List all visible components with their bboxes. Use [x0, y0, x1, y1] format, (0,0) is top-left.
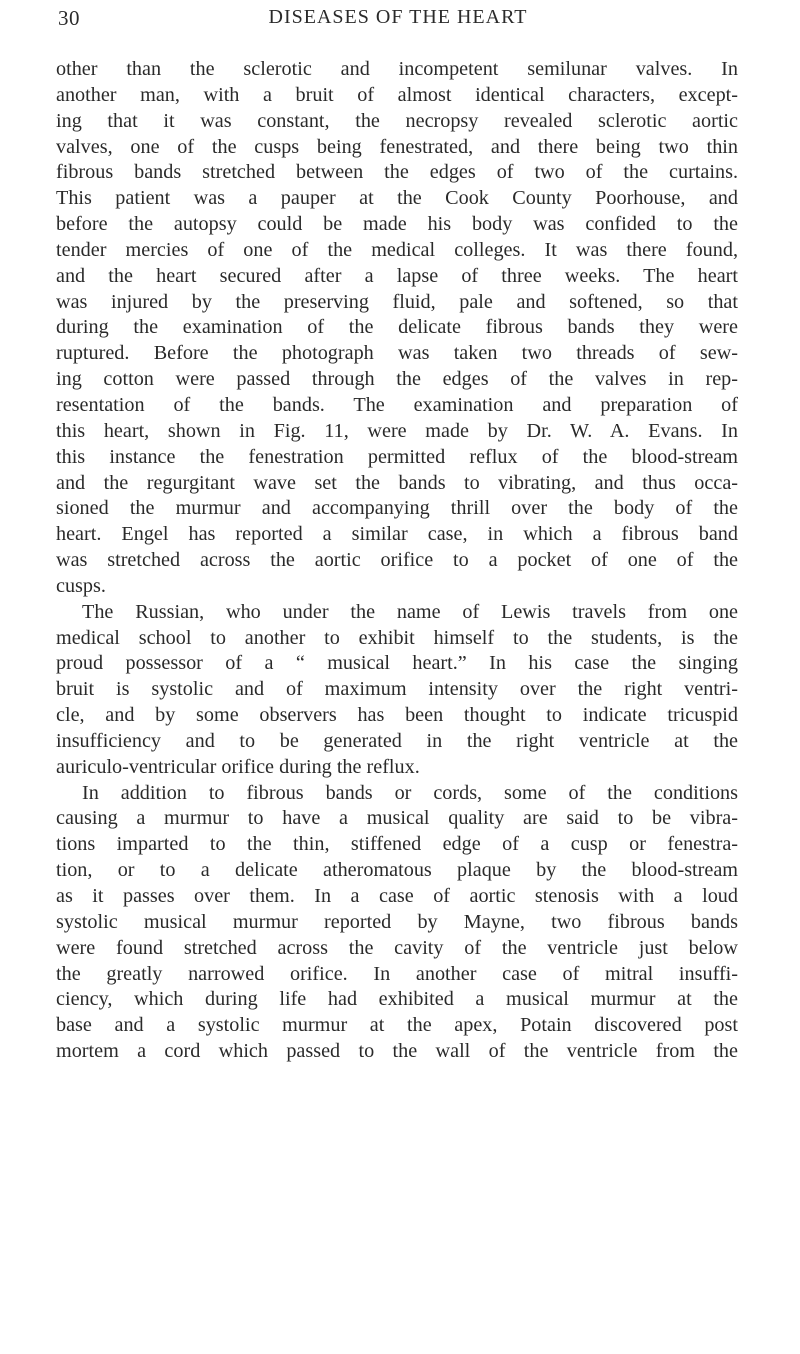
- text-line: proud possessor of a “ musical heart.” In his case the singing: [56, 652, 738, 675]
- text-line: and the heart secured after a lapse of three weeks. The heart: [56, 264, 738, 287]
- text-line: valves, one of the cusps being fenestrated, and there being two thin: [56, 135, 738, 158]
- text-line: this heart, shown in Fig. 11, were made by Dr. W. A. Evans. In: [56, 419, 738, 442]
- text-line: auriculo-ventricular orifice during the reflux.: [56, 755, 420, 778]
- text-line: cle, and by some observers has been thought to indicate tricuspid: [56, 704, 738, 727]
- text-line: ciency, which during life had exhibited a musical murmur at the: [56, 988, 738, 1011]
- text-line: In addition to fibrous bands or cords, some of the conditions: [82, 781, 738, 804]
- text-line: bruit is systolic and of maximum intensity over the right ventri-: [56, 678, 738, 701]
- text-line: the greatly narrowed orifice. In another case of mitral insuffi-: [56, 962, 738, 985]
- text-line: ruptured. Before the photograph was taken two threads of sew-: [56, 342, 738, 365]
- text-line: tion, or to a delicate atheromatous plaque by the blood-stream: [56, 859, 738, 882]
- page-header: [58, 4, 738, 36]
- text-line: The Russian, who under the name of Lewis travels from one: [82, 600, 738, 623]
- text-line: This patient was a pauper at the Cook County Poorhouse, and: [56, 187, 738, 210]
- text-line: systolic musical murmur reported by Mayne, two fibrous bands: [56, 910, 738, 933]
- text-line: heart. Engel has reported a similar case, in which a fibrous band: [56, 523, 738, 546]
- text-line: was stretched across the aortic orifice to a pocket of one of the: [56, 549, 738, 572]
- text-line: insufficiency and to be generated in the right ventricle at the: [56, 729, 738, 752]
- text-line: ing that it was constant, the necropsy revealed sclerotic aortic: [56, 109, 738, 132]
- text-line: causing a murmur to have a musical quality are said to be vibra-: [56, 807, 738, 830]
- text-line: mortem a cord which passed to the wall of the ventricle from the: [56, 1040, 738, 1063]
- body-text: [56, 57, 738, 1065]
- text-line: cusps.: [56, 574, 106, 597]
- running-head: DISEASES OF THE HEART: [268, 6, 528, 28]
- text-line: as it passes over them. In a case of aortic stenosis with a loud: [56, 885, 738, 907]
- text-line: during the examination of the delicate fibrous bands they were: [56, 316, 738, 339]
- text-line: were found stretched across the cavity of the ventricle just below: [56, 936, 738, 959]
- text-line: resentation of the bands. The examination and preparation of: [56, 393, 738, 416]
- text-line: ing cotton were passed through the edges of the valves in rep-: [56, 368, 738, 391]
- text-line: and the regurgitant wave set the bands to vibrating, and thus occa-: [56, 471, 738, 494]
- text-line: sioned the murmur and accompanying thrill over the body of the: [56, 497, 738, 520]
- text-line: was injured by the preserving fluid, pale and softened, so that: [56, 290, 738, 313]
- text-line: tions imparted to the thin, stiffened edge of a cusp or fenestra-: [56, 833, 738, 856]
- text-line: this instance the fenestration permitted reflux of the blood-stream: [56, 445, 738, 468]
- text-line: tender mercies of one of the medical colleges. It was there found,: [56, 238, 738, 261]
- text-line: base and a systolic murmur at the apex, Potain discovered post: [56, 1014, 738, 1037]
- text-line: fibrous bands stretched between the edges of two of the curtains.: [56, 161, 738, 184]
- text-line: medical school to another to exhibit himself to the students, is the: [56, 626, 738, 649]
- text-line: another man, with a bruit of almost identical characters, except-: [56, 83, 738, 106]
- text-line: other than the sclerotic and incompetent semilunar valves. In: [56, 58, 738, 80]
- text-line: before the autopsy could be made his body was confided to the: [56, 213, 738, 236]
- page-number: 30: [58, 6, 80, 30]
